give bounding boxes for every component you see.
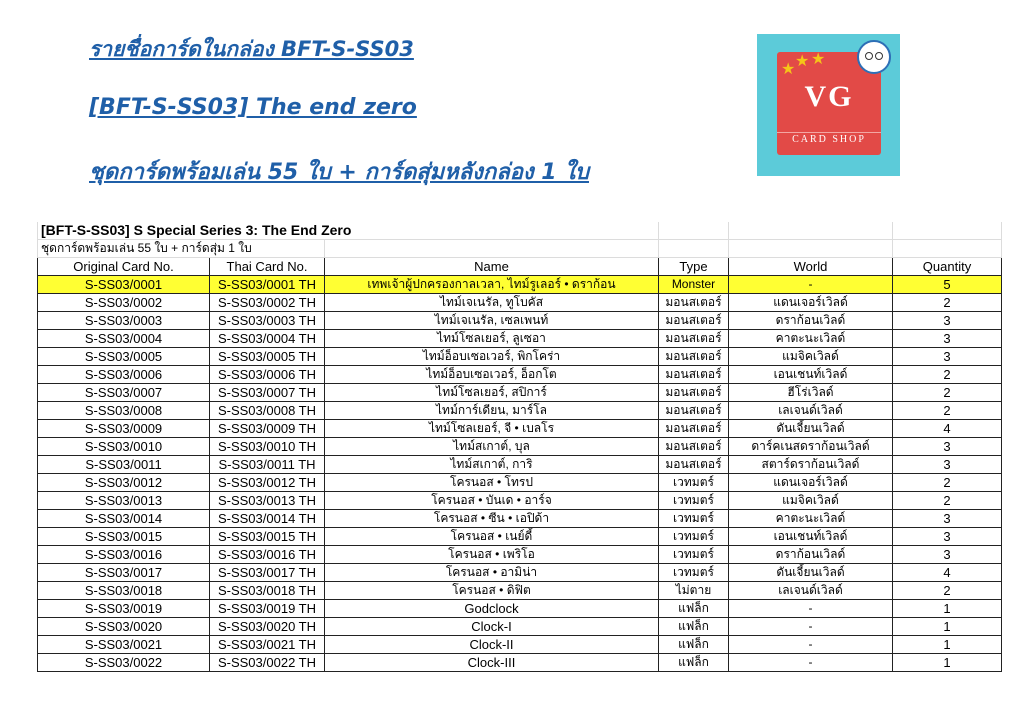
card-name: ไทม์เจเนรัล, เซลเพนท์ bbox=[325, 312, 659, 330]
card-name: ไทม์สเกาต์, บุล bbox=[325, 438, 659, 456]
column-header: Quantity bbox=[893, 258, 1002, 276]
star-icon: ★ bbox=[811, 51, 826, 68]
original-card-no: S-SS03/0020 bbox=[38, 618, 210, 636]
card-world: แดนเจอร์เวิลด์ bbox=[729, 474, 893, 492]
thai-card-no: S-SS03/0022 TH bbox=[210, 654, 325, 672]
column-header: World bbox=[729, 258, 893, 276]
card-name: ไทม์การ์เดียน, มาร์โล bbox=[325, 402, 659, 420]
card-world: ดราก้อนเวิลด์ bbox=[729, 312, 893, 330]
card-list-sheet bbox=[37, 222, 1002, 672]
card-type: เวทมตร์ bbox=[659, 474, 729, 492]
card-quantity: 2 bbox=[893, 366, 1002, 384]
card-quantity: 2 bbox=[893, 582, 1002, 600]
card-world: เอนเชนท์เวิลด์ bbox=[729, 528, 893, 546]
thai-card-no: S-SS03/0012 TH bbox=[210, 474, 325, 492]
table-row bbox=[38, 510, 1002, 528]
card-world: คาตะนะเวิลด์ bbox=[729, 330, 893, 348]
original-card-no: S-SS03/0001 bbox=[38, 276, 210, 294]
card-name: โครนอส • ดิฟิต bbox=[325, 582, 659, 600]
card-name: ไทม์สเกาต์, การิ bbox=[325, 456, 659, 474]
column-header: Type bbox=[659, 258, 729, 276]
card-type: เวทมตร์ bbox=[659, 528, 729, 546]
card-name: ไทม์โซลเยอร์, สปิการ์ bbox=[325, 384, 659, 402]
table-row bbox=[38, 438, 1002, 456]
card-type: มอนสเตอร์ bbox=[659, 312, 729, 330]
card-quantity: 2 bbox=[893, 402, 1002, 420]
card-quantity: 2 bbox=[893, 492, 1002, 510]
card-world: ฮีโร่เวิลด์ bbox=[729, 384, 893, 402]
box-list-title: รายชื่อการ์ดในกล่อง BFT-S-SS03 bbox=[89, 37, 414, 61]
original-card-no: S-SS03/0009 bbox=[38, 420, 210, 438]
original-card-no: S-SS03/0014 bbox=[38, 510, 210, 528]
card-type: Monster bbox=[659, 276, 729, 294]
mascot-face-icon bbox=[857, 40, 891, 74]
card-name: โครนอส • เพริโอ bbox=[325, 546, 659, 564]
card-type: เวทมตร์ bbox=[659, 510, 729, 528]
card-world: ดาร์คเนสดราก้อนเวิลด์ bbox=[729, 438, 893, 456]
card-world: - bbox=[729, 600, 893, 618]
card-quantity: 3 bbox=[893, 456, 1002, 474]
table-row bbox=[38, 546, 1002, 564]
card-quantity: 1 bbox=[893, 654, 1002, 672]
card-quantity: 1 bbox=[893, 618, 1002, 636]
card-type: มอนสเตอร์ bbox=[659, 438, 729, 456]
card-type: มอนสเตอร์ bbox=[659, 420, 729, 438]
thai-card-no: S-SS03/0001 TH bbox=[210, 276, 325, 294]
card-world: - bbox=[729, 618, 893, 636]
card-quantity: 3 bbox=[893, 546, 1002, 564]
card-quantity: 3 bbox=[893, 312, 1002, 330]
card-quantity: 3 bbox=[893, 510, 1002, 528]
card-world: เลเจนด์เวิลด์ bbox=[729, 582, 893, 600]
thai-card-no: S-SS03/0020 TH bbox=[210, 618, 325, 636]
card-name: โครนอส • ซีน • เอปิด้า bbox=[325, 510, 659, 528]
card-quantity: 3 bbox=[893, 348, 1002, 366]
thai-card-no: S-SS03/0011 TH bbox=[210, 456, 325, 474]
card-world: ดันเจี้ยนเวิลด์ bbox=[729, 564, 893, 582]
card-name: ไทม์โซลเยอร์, ลูเซอา bbox=[325, 330, 659, 348]
card-type: มอนสเตอร์ bbox=[659, 456, 729, 474]
thai-card-no: S-SS03/0004 TH bbox=[210, 330, 325, 348]
original-card-no: S-SS03/0002 bbox=[38, 294, 210, 312]
card-name: โครนอส • บันเด • อาร์จ bbox=[325, 492, 659, 510]
card-list-table bbox=[37, 222, 1002, 672]
card-name: Clock-I bbox=[325, 618, 659, 636]
original-card-no: S-SS03/0016 bbox=[38, 546, 210, 564]
table-row bbox=[38, 474, 1002, 492]
table-row bbox=[38, 402, 1002, 420]
logo-tagline: CARD SHOP bbox=[792, 134, 866, 145]
original-card-no: S-SS03/0011 bbox=[38, 456, 210, 474]
thai-card-no: S-SS03/0017 TH bbox=[210, 564, 325, 582]
original-card-no: S-SS03/0012 bbox=[38, 474, 210, 492]
card-type: แฟล็ก bbox=[659, 618, 729, 636]
card-quantity: 3 bbox=[893, 330, 1002, 348]
card-world: เลเจนด์เวิลด์ bbox=[729, 402, 893, 420]
original-card-no: S-SS03/0013 bbox=[38, 492, 210, 510]
thai-card-no: S-SS03/0005 TH bbox=[210, 348, 325, 366]
card-world: แดนเจอร์เวิลด์ bbox=[729, 294, 893, 312]
card-quantity: 5 bbox=[893, 276, 1002, 294]
card-quantity: 2 bbox=[893, 474, 1002, 492]
card-type: แฟล็ก bbox=[659, 636, 729, 654]
card-world: - bbox=[729, 276, 893, 294]
card-name: Clock-III bbox=[325, 654, 659, 672]
card-world: แมจิคเวิลด์ bbox=[729, 492, 893, 510]
table-row bbox=[38, 564, 1002, 582]
card-type: แฟล็ก bbox=[659, 654, 729, 672]
table-row bbox=[38, 528, 1002, 546]
card-type: มอนสเตอร์ bbox=[659, 348, 729, 366]
card-quantity: 3 bbox=[893, 438, 1002, 456]
original-card-no: S-SS03/0007 bbox=[38, 384, 210, 402]
card-type: ไม่ตาย bbox=[659, 582, 729, 600]
card-quantity: 2 bbox=[893, 294, 1002, 312]
original-card-no: S-SS03/0010 bbox=[38, 438, 210, 456]
card-type: มอนสเตอร์ bbox=[659, 384, 729, 402]
original-card-no: S-SS03/0003 bbox=[38, 312, 210, 330]
card-name: ไทม์เจเนรัล, ทูโบคัส bbox=[325, 294, 659, 312]
table-row bbox=[38, 582, 1002, 600]
thai-card-no: S-SS03/0016 TH bbox=[210, 546, 325, 564]
card-quantity: 2 bbox=[893, 384, 1002, 402]
original-card-no: S-SS03/0005 bbox=[38, 348, 210, 366]
thai-card-no: S-SS03/0006 TH bbox=[210, 366, 325, 384]
card-type: เวทมตร์ bbox=[659, 564, 729, 582]
thai-card-no: S-SS03/0003 TH bbox=[210, 312, 325, 330]
card-type: มอนสเตอร์ bbox=[659, 294, 729, 312]
original-card-no: S-SS03/0006 bbox=[38, 366, 210, 384]
table-row bbox=[38, 654, 1002, 672]
table-row bbox=[38, 420, 1002, 438]
table-row bbox=[38, 330, 1002, 348]
thai-card-no: S-SS03/0010 TH bbox=[210, 438, 325, 456]
star-icon: ★ bbox=[795, 53, 810, 70]
table-row bbox=[38, 600, 1002, 618]
original-card-no: S-SS03/0021 bbox=[38, 636, 210, 654]
card-quantity: 4 bbox=[893, 564, 1002, 582]
thai-card-no: S-SS03/0015 TH bbox=[210, 528, 325, 546]
thai-card-no: S-SS03/0021 TH bbox=[210, 636, 325, 654]
card-name: ไทม์อ็อบเซอเวอร์, พิกโคร่า bbox=[325, 348, 659, 366]
thai-card-no: S-SS03/0008 TH bbox=[210, 402, 325, 420]
card-name: Clock-II bbox=[325, 636, 659, 654]
card-type: แฟล็ก bbox=[659, 600, 729, 618]
table-row bbox=[38, 294, 1002, 312]
original-card-no: S-SS03/0022 bbox=[38, 654, 210, 672]
table-row bbox=[38, 456, 1002, 474]
table-row bbox=[38, 312, 1002, 330]
card-quantity: 1 bbox=[893, 636, 1002, 654]
card-type: มอนสเตอร์ bbox=[659, 366, 729, 384]
table-row-highlighted bbox=[38, 276, 1002, 294]
original-card-no: S-SS03/0008 bbox=[38, 402, 210, 420]
card-world: ดราก้อนเวิลด์ bbox=[729, 546, 893, 564]
original-card-no: S-SS03/0017 bbox=[38, 564, 210, 582]
original-card-no: S-SS03/0019 bbox=[38, 600, 210, 618]
thai-card-no: S-SS03/0009 TH bbox=[210, 420, 325, 438]
table-row bbox=[38, 366, 1002, 384]
card-world: สตาร์ดราก้อนเวิลด์ bbox=[729, 456, 893, 474]
table-row bbox=[38, 384, 1002, 402]
card-name: โครนอส • เนย์ดี้ bbox=[325, 528, 659, 546]
card-name: โครนอส • อามิน่า bbox=[325, 564, 659, 582]
card-name: โครนอส • โทรป bbox=[325, 474, 659, 492]
vg-card-shop-logo bbox=[757, 34, 900, 176]
column-header: Name bbox=[325, 258, 659, 276]
card-type: มอนสเตอร์ bbox=[659, 402, 729, 420]
card-quantity: 1 bbox=[893, 600, 1002, 618]
set-contents-title: ชุดการ์ดพร้อมเล่น 55 ใบ + การ์ดสุ่มหลังกล่อง 1 ใบ bbox=[89, 160, 589, 185]
table-row bbox=[38, 618, 1002, 636]
sheet-subtitle: ชุดการ์ดพร้อมเล่น 55 ใบ + การ์ดสุ่ม 1 ใบ bbox=[38, 240, 325, 258]
column-header: Original Card No. bbox=[38, 258, 210, 276]
original-card-no: S-SS03/0015 bbox=[38, 528, 210, 546]
thai-card-no: S-SS03/0002 TH bbox=[210, 294, 325, 312]
thai-card-no: S-SS03/0019 TH bbox=[210, 600, 325, 618]
original-card-no: S-SS03/0018 bbox=[38, 582, 210, 600]
thai-card-no: S-SS03/0007 TH bbox=[210, 384, 325, 402]
card-quantity: 3 bbox=[893, 528, 1002, 546]
card-name: ไทม์อ็อบเซอเวอร์, อ็อกโต bbox=[325, 366, 659, 384]
card-name: เทพเจ้าผู้ปกครองกาลเวลา, ไทม์รูเลอร์ • ดราก้อน bbox=[325, 276, 659, 294]
set-name-title: [BFT-S-SS03] The end zero bbox=[89, 95, 417, 120]
card-world: - bbox=[729, 654, 893, 672]
table-row bbox=[38, 348, 1002, 366]
thai-card-no: S-SS03/0014 TH bbox=[210, 510, 325, 528]
table-row bbox=[38, 492, 1002, 510]
card-name: Godclock bbox=[325, 600, 659, 618]
card-world: แมจิคเวิลด์ bbox=[729, 348, 893, 366]
table-row bbox=[38, 636, 1002, 654]
sheet-title: [BFT-S-SS03] S Special Series 3: The End Zero bbox=[38, 222, 659, 240]
original-card-no: S-SS03/0004 bbox=[38, 330, 210, 348]
card-world: ดันเจี้ยนเวิลด์ bbox=[729, 420, 893, 438]
card-name: ไทม์โซลเยอร์, จี • เบลโร bbox=[325, 420, 659, 438]
star-icon: ★ bbox=[781, 61, 796, 78]
card-quantity: 4 bbox=[893, 420, 1002, 438]
card-world: - bbox=[729, 636, 893, 654]
card-world: เอนเชนท์เวิลด์ bbox=[729, 366, 893, 384]
card-world: คาตะนะเวิลด์ bbox=[729, 510, 893, 528]
thai-card-no: S-SS03/0018 TH bbox=[210, 582, 325, 600]
card-type: มอนสเตอร์ bbox=[659, 330, 729, 348]
logo-letters: VG bbox=[804, 80, 854, 113]
card-type: เวทมตร์ bbox=[659, 492, 729, 510]
card-type: เวทมตร์ bbox=[659, 546, 729, 564]
thai-card-no: S-SS03/0013 TH bbox=[210, 492, 325, 510]
column-header: Thai Card No. bbox=[210, 258, 325, 276]
